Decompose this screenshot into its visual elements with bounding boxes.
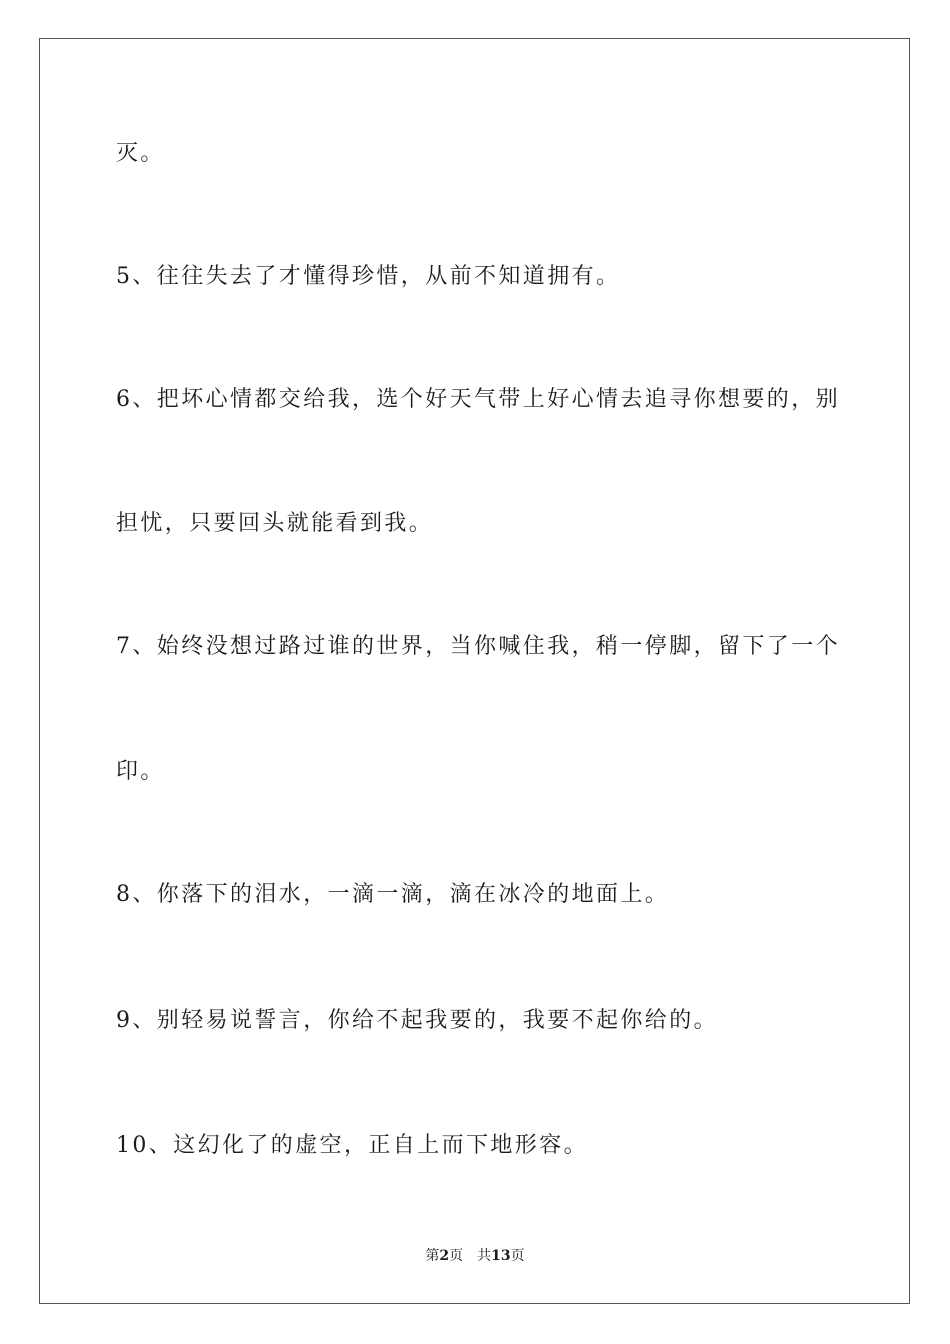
text-line: 担忧，只要回头就能看到我。	[116, 511, 434, 536]
text-line: 10、这幻化了的虚空，正自上而下地形容。	[116, 1133, 588, 1158]
footer-total-pages: 13	[491, 1248, 511, 1264]
text-line: 印。	[116, 759, 165, 784]
text-line: 5、往往失去了才懂得珍惜，从前不知道拥有。	[116, 264, 621, 289]
footer-total-suffix: 页	[510, 1248, 525, 1264]
text-line: 灭。	[116, 141, 165, 166]
text-line: 7、始终没想过路过谁的世界，当你喊住我，稍一停脚，留下了一个	[116, 634, 840, 659]
footer-page-suffix: 页	[449, 1248, 464, 1264]
page-footer	[0, 1247, 950, 1265]
text-line: 8、你落下的泪水，一滴一滴，滴在冰冷的地面上。	[116, 882, 670, 907]
footer-total-prefix: 共	[477, 1248, 492, 1264]
footer-page-number: 2	[439, 1248, 450, 1264]
text-line: 6、把坏心情都交给我，选个好天气带上好心情去追寻你想要的，别	[116, 387, 840, 412]
footer-page-prefix: 第	[425, 1248, 440, 1264]
page-border	[39, 38, 910, 1304]
text-line: 9、别轻易说誓言，你给不起我要的，我要不起你给的。	[116, 1008, 718, 1033]
